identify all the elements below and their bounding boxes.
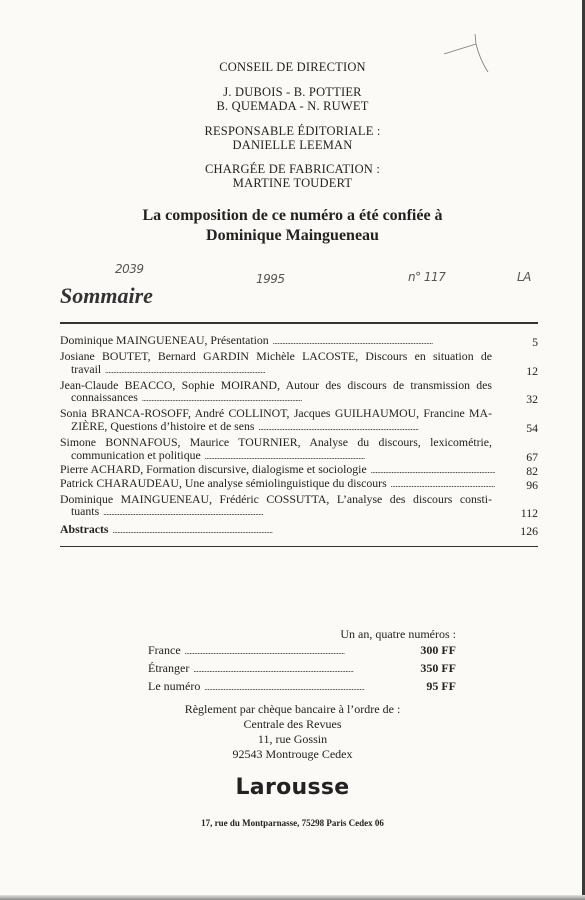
toc-page-number: 5: [532, 335, 538, 349]
toc-top-rule: [60, 322, 538, 324]
toc-entry-line-2: connaissances: [71, 390, 138, 405]
price-row-etranger: [148, 660, 456, 678]
editor-label: RESPONSABLE ÉDITORIALE :: [204, 124, 381, 138]
toc-title: Sommaire: [60, 283, 153, 308]
toc-entry: [60, 333, 538, 349]
intro-line-2: Dominique Maingueneau: [206, 227, 379, 244]
toc-entry-line-1: Jean-Claude BEACCO, Sophie MOIRAND, Autour des discours de transmission des: [60, 377, 492, 392]
leader-dots: [185, 642, 405, 660]
editor-name: DANIELLE LEEMAN: [232, 138, 353, 152]
production-label: CHARGÉE DE FABRICATION :: [204, 162, 381, 176]
price-row-numero: [148, 678, 456, 696]
price-label: France: [148, 643, 181, 657]
toc-page-number: 112: [520, 506, 538, 521]
toc-page-number: 12: [526, 363, 538, 378]
toc-entry: [60, 350, 538, 377]
toc-entry-text: Abstracts: [60, 522, 109, 537]
leader-dots: [204, 678, 405, 696]
toc-entry: [60, 475, 538, 492]
editorial-board: [0, 60, 585, 190]
toc-page-number: 126: [520, 524, 538, 539]
leader-dots: [371, 463, 495, 478]
toc-entry: [60, 436, 538, 463]
leader-dots: [105, 363, 495, 378]
payment-line-3: 11, rue Gossin: [257, 732, 328, 746]
toc-entry-line-1: Simone BONNAFOUS, Maurice TOURNIER, Analyse du discours, lexicométrie,: [60, 434, 492, 449]
toc-entry: [60, 379, 538, 406]
leader-dots: [273, 334, 495, 349]
toc-entry-line-2: tuants: [71, 504, 100, 519]
toc-page-number: 67: [526, 449, 538, 464]
publisher-logo: Larousse: [235, 775, 350, 800]
handwritten-number: n° 117: [408, 270, 446, 284]
issue-editor-note: [0, 206, 585, 246]
leader-dots: [113, 523, 496, 538]
price-amount: 350 FF: [420, 661, 456, 675]
board-title: CONSEIL DE DIRECTION: [219, 60, 366, 74]
handwritten-initials: LA: [517, 270, 531, 284]
price-row-france: [148, 642, 456, 660]
leader-dots: [103, 505, 495, 520]
leader-dots: [193, 660, 405, 678]
toc-entry-text: Dominique MAINGUENEAU, Présentation: [60, 333, 269, 347]
board-members-2: B. QUEMADA - N. RUWET: [216, 99, 369, 113]
toc-bottom-rule: [60, 546, 538, 547]
price-label: Le numéro: [148, 679, 201, 693]
page-bottom-edge: [0, 895, 585, 900]
payment-instructions: [0, 702, 585, 762]
intro-line-1: La composition de ce numéro a été confiée à: [142, 207, 443, 224]
toc-page-number: 96: [526, 477, 538, 492]
payment-line-1: Règlement par chèque bancaire à l’ordre de :: [184, 702, 401, 716]
toc-entry-text: Patrick CHARAUDEAU, Une analyse sémiolinguistique du discours: [60, 475, 387, 490]
subscription-pricing: [148, 626, 456, 696]
price-amount: 95 FF: [426, 679, 456, 693]
toc-entry: [60, 493, 538, 520]
toc-page-number: 82: [526, 463, 538, 478]
toc-entry-abstracts: [60, 522, 538, 539]
toc-page-number: 32: [526, 392, 538, 407]
board-members-1: J. DUBOIS - B. POTTIER: [223, 85, 362, 99]
leader-dots: [258, 420, 495, 435]
handwritten-code: 2039: [115, 262, 144, 276]
leader-dots: [205, 449, 495, 464]
toc-entry-line-2: communication et politique: [71, 447, 201, 462]
toc-page-number: 54: [526, 420, 538, 435]
price-label: Étranger: [148, 661, 190, 675]
toc-entry-line-2: ZIÈRE, Questions d’histoire et de sens: [71, 418, 255, 433]
toc-entry-line-2: travail: [71, 361, 102, 376]
pricing-header: Un an, quatre numéros :: [340, 627, 456, 641]
toc-entry-text: Pierre ACHARD, Formation discursive, dialogisme et sociologie: [60, 461, 367, 476]
toc-entry-line-1: Dominique MAINGUENEAU, Frédéric COSSUTTA, L’analyse des discours consti-: [60, 491, 492, 506]
production-name: MARTINE TOUDERT: [232, 176, 353, 190]
toc-entry-line-1: Sonia BRANCA-ROSOFF, André COLLINOT, Jacques GUILHAUMOU, Francine MA-: [60, 406, 492, 421]
publisher-address: 17, rue du Montparnasse, 75298 Paris Cedex 06: [201, 818, 384, 828]
payment-line-4: 92543 Montrouge Cedex: [232, 747, 353, 761]
handwritten-year: 1995: [256, 272, 285, 286]
leader-dots: [391, 477, 495, 492]
price-amount: 300 FF: [420, 643, 456, 657]
toc-entry: [60, 407, 538, 434]
payment-line-2: Centrale des Revues: [243, 717, 342, 731]
toc-entry-line-1: Josiane BOUTET, Bernard GARDIN Michèle LACOSTE, Discours en situation de: [60, 349, 492, 364]
table-of-contents: [60, 333, 538, 540]
leader-dots: [142, 391, 495, 406]
